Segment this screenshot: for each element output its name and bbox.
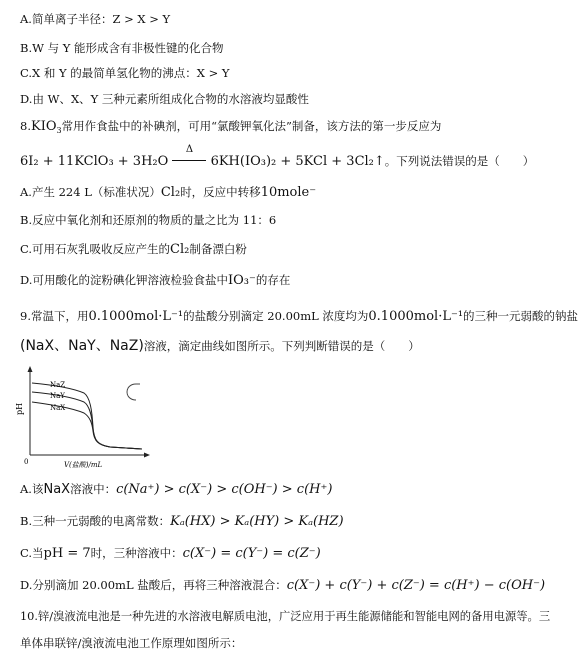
y-axis-label: pH [15, 402, 24, 415]
y-axis-arrow [28, 366, 33, 372]
q9-option-b: B.三种一元弱酸的电离常数：Kₐ(HX) > Kₐ(HY) > Kₐ(HZ) [20, 514, 344, 529]
q7-option-b: B.W 与 Y 能形成含有非极性键的化合物 [20, 41, 224, 55]
x-axis-label: V(盐酸)/mL [64, 461, 103, 469]
heat-symbol: Δ [185, 144, 194, 155]
q8-equation-lhs: 6I₂ + 11KClO₃ + 3H₂O [20, 154, 169, 169]
q8-formula: $KIO_3$ [30, 119, 62, 135]
q8-option-b: B.反应中氧化剂和还原剂的物质的量之比为 11：6 [20, 213, 277, 227]
q10-stem-line1: 10.锌/溴液流电池是一种先进的水溶液电解质电池，广泛应用于再生能源储能和智能电网的备用电源等。三 [20, 610, 551, 623]
q8-stem [20, 119, 441, 136]
q7-option-d: D.由 W、X、Y 三种元素所组成化合物的水溶液均显酸性 [20, 92, 309, 106]
q9-option-a: A.该NaX溶液中：c(Na⁺) > c(X⁻) > c(OH⁻) > c(H⁺) [20, 482, 333, 497]
q8-number: 8. [20, 119, 31, 133]
q8-equation-tail: 。下列说法错误的是（ ） [384, 154, 535, 168]
reaction-arrow [172, 144, 206, 167]
q8-equation [20, 144, 535, 170]
q10-stem-line2: 单体串联锌/溴液流电池工作原理如图所示： [20, 636, 243, 650]
q7-option-c: C.X 和 Y 的最简单氢化物的沸点：X > Y [20, 66, 230, 80]
q9-stem-line2: (NaX、NaY、NaZ)溶液，滴定曲线如图所示。下列判断错误的是（ ） [20, 338, 420, 354]
label-naz: NaZ [50, 381, 66, 389]
q8-option-c: C.可用石灰乳吸收反应产生的Cl₂制备漂白粉 [20, 242, 247, 257]
q7-option-a: A.简单离子半径：Z > X > Y [20, 12, 171, 26]
label-nax: NaX [50, 404, 66, 412]
q8-option-a: A.产生 224 L（标准状况）Cl₂时，反应中转移10mole⁻ [20, 185, 317, 200]
stray-mark [118, 378, 148, 408]
q8-equation-rhs: 6KH(IO₃)₂ + 5KCl + 3Cl₂↑ [210, 154, 385, 169]
x-axis-arrow [144, 453, 150, 458]
curve-nax [32, 402, 142, 449]
q9-option-c: C.当pH = 7时，三种溶液中：c(X⁻) = c(Y⁻) = c(Z⁻) [20, 546, 321, 561]
origin-label: 0 [24, 458, 29, 466]
q8-stem-text: 常用作食盐中的补碘剂，可用“氯酸钾氧化法”制备，该方法的第一步反应为 [61, 119, 442, 133]
q8-option-d: D.可用酸化的淀粉碘化钾溶液检验食盐中IO₃⁻的存在 [20, 273, 291, 288]
label-nay: NaY [50, 392, 65, 400]
q9-option-d: D.分别滴加 20.00mL 盐酸后，再将三种溶液混合：c(X⁻) + c(Y⁻) + c(Z⁻) = c(H⁺) − c(OH⁻) [20, 578, 546, 593]
q9-stem-line1: 9.常温下，用0.1000mol·L⁻¹的盐酸分别滴定 20.00mL 浓度均为0.1000mol·L⁻¹的三种一元弱酸的钠盐 [20, 309, 578, 324]
